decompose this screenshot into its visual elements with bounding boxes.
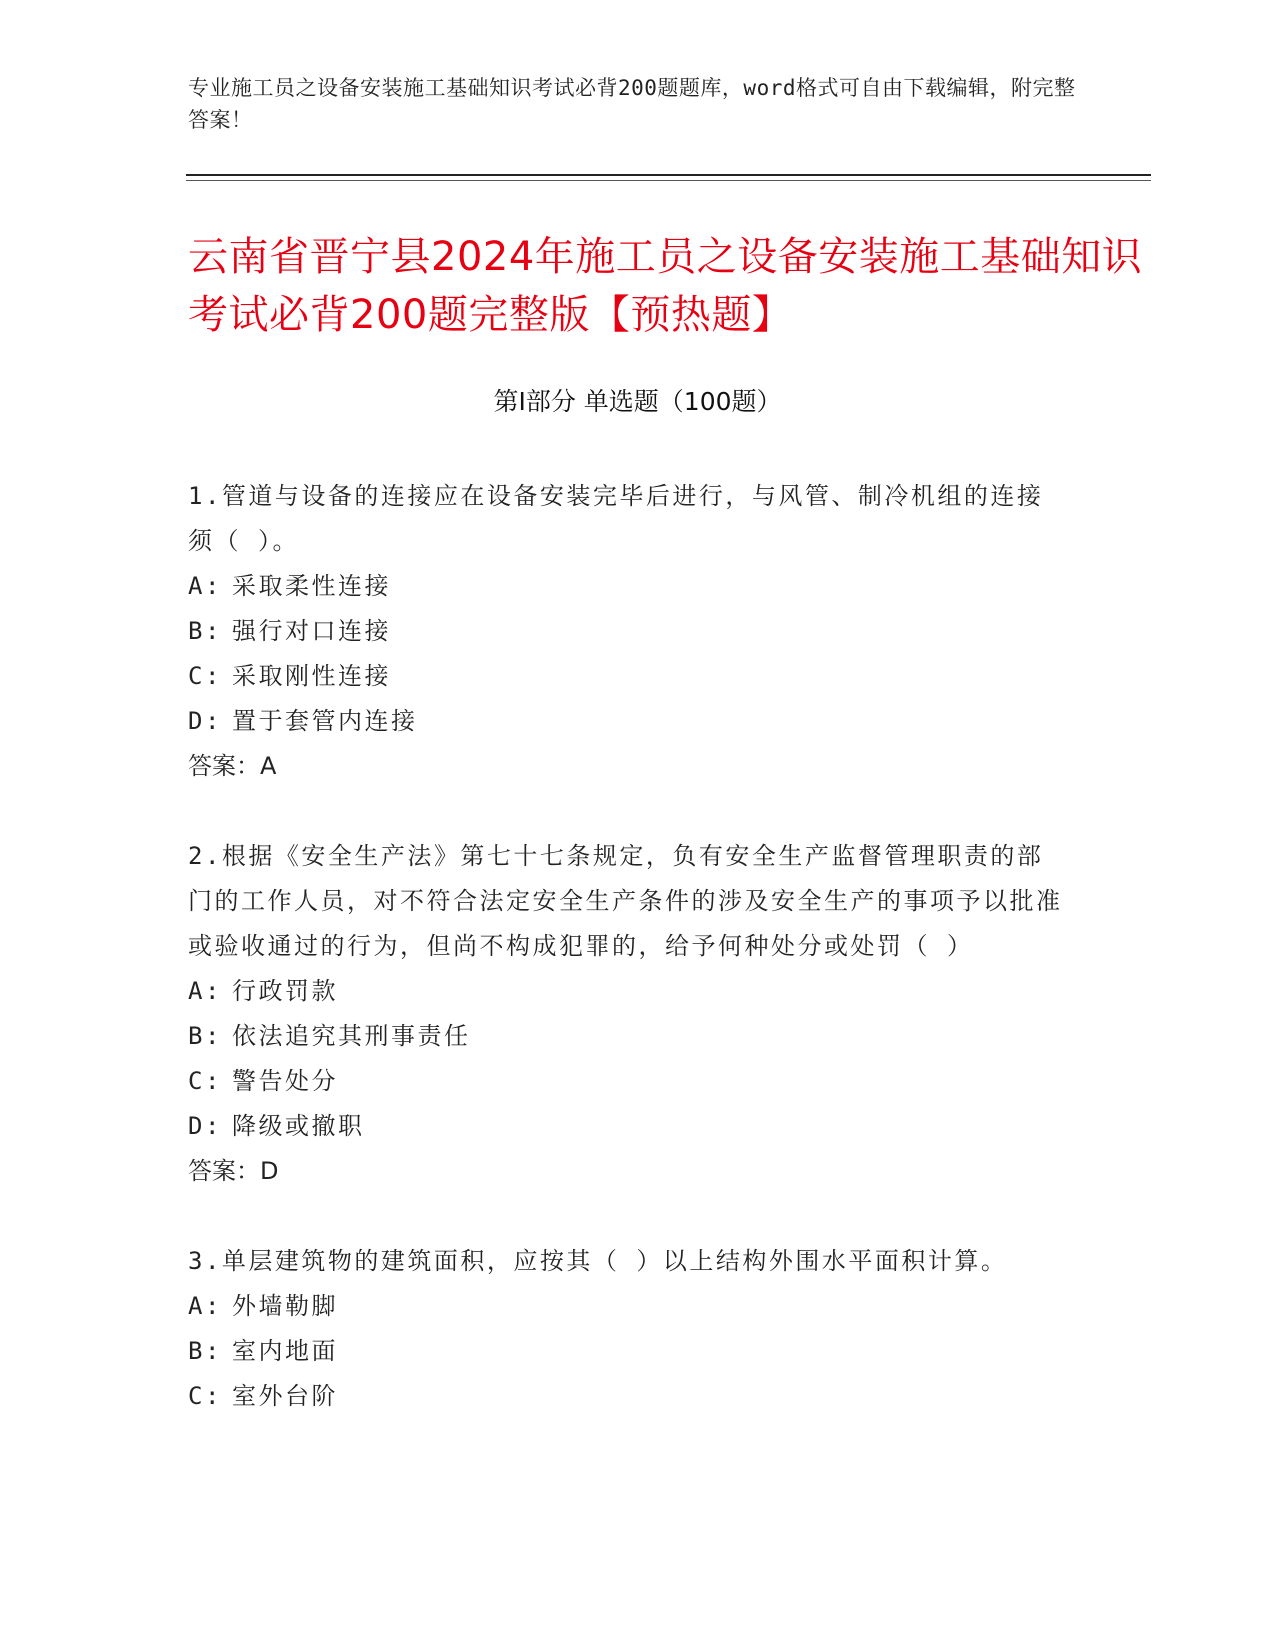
option-d xyxy=(188,699,1068,744)
option-letter: C: xyxy=(188,1382,222,1410)
answer: 答案：D xyxy=(188,1157,279,1185)
option-text: 依法追究其刑事责任 xyxy=(232,1022,471,1050)
option-letter: C: xyxy=(188,662,222,690)
option-letter: B: xyxy=(188,1337,222,1365)
option-letter: A: xyxy=(188,1292,222,1320)
option-a xyxy=(188,1284,1068,1329)
option-letter: B: xyxy=(188,617,222,645)
option-text: 室外台阶 xyxy=(232,1382,338,1410)
option-a xyxy=(188,564,1068,609)
option-letter: C: xyxy=(188,1067,222,1095)
question-2 xyxy=(188,834,1068,1194)
option-text: 置于套管内连接 xyxy=(232,707,418,735)
header-note: 专业施工员之设备安装施工基础知识考试必背200题题库，word格式可自由下载编辑，附完整答案！ xyxy=(188,76,1076,132)
question-stem: 2.根据《安全生产法》第七十七条规定，负有安全生产监督管理职责的部门的工作人员，对不符合法定安全生产条件的涉及安全生产的事项予以批准或验收通过的行为，但尚不构成犯罪的，给予何种处分或处罚（ ） xyxy=(188,842,1063,960)
option-b xyxy=(188,1014,1068,1059)
header-rule-thick xyxy=(186,174,1151,176)
option-c xyxy=(188,1374,1068,1419)
option-text: 室内地面 xyxy=(232,1337,338,1365)
option-c xyxy=(188,654,1068,699)
option-d xyxy=(188,1104,1068,1149)
option-letter: D: xyxy=(188,707,222,735)
question-3 xyxy=(188,1239,1068,1419)
option-letter: B: xyxy=(188,1022,222,1050)
option-text: 外墙勒脚 xyxy=(232,1292,338,1320)
answer: 答案：A xyxy=(188,752,277,780)
section-title: 第Ⅰ部分 单选题（100题） xyxy=(493,387,782,416)
option-letter: A: xyxy=(188,572,222,600)
option-b xyxy=(188,609,1068,654)
option-text: 采取柔性连接 xyxy=(232,572,391,600)
question-1 xyxy=(188,474,1068,789)
option-text: 行政罚款 xyxy=(232,977,338,1005)
header-rule-thin xyxy=(186,180,1151,181)
question-stem: 3.单层建筑物的建筑面积，应按其（ ）以上结构外围水平面积计算。 xyxy=(188,1247,1008,1275)
document-title: 云南省晋宁县2024年施工员之设备安装施工基础知识考试必背200题完整版【预热题】 xyxy=(188,234,1143,338)
question-stem: 1.管道与设备的连接应在设备安装完毕后进行，与风管、制冷机组的连接须（ ）。 xyxy=(188,482,1044,555)
option-letter: A: xyxy=(188,977,222,1005)
option-text: 警告处分 xyxy=(232,1067,338,1095)
option-b xyxy=(188,1329,1068,1374)
option-letter: D: xyxy=(188,1112,222,1140)
option-text: 降级或撤职 xyxy=(232,1112,365,1140)
option-a xyxy=(188,969,1068,1014)
option-text: 采取刚性连接 xyxy=(232,662,391,690)
option-text: 强行对口连接 xyxy=(232,617,391,645)
option-c xyxy=(188,1059,1068,1104)
question-list xyxy=(188,474,1068,1464)
